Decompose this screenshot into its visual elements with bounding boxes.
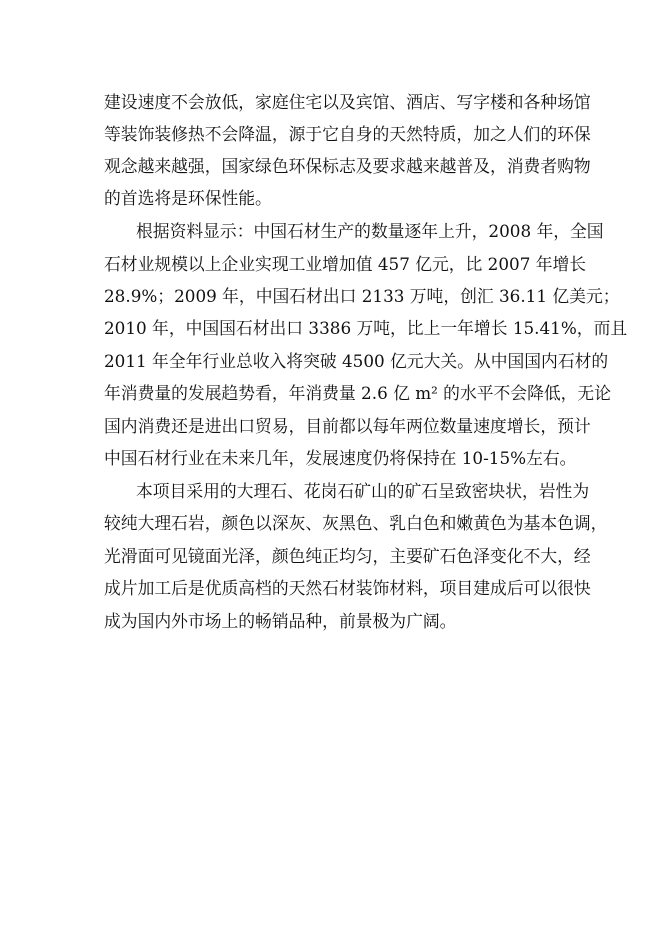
- text-line: 年消费量的发展趋势看，年消费量 2.6 亿 m² 的水平不会降低，无论: [104, 383, 611, 403]
- text-line: 2011 年全年行业总收入将突破 4500 亿元大关。从中国国内石材的: [104, 351, 609, 371]
- text-line: 建设速度不会放低，家庭住宅以及宾馆、酒店、写字楼和各种场馆: [104, 92, 591, 112]
- text-line: 观念越来越强，国家绿色环保标志及要求越来越普及，消费者购物: [104, 156, 591, 176]
- text-line: 2010 年，中国国石材出口 3386 万吨，比上一年增长 15.41%，而且: [104, 318, 628, 338]
- text-line: 等装饰装修热不会降温，源于它自身的天然特质，加之人们的环保: [104, 124, 591, 144]
- text-line: 成为国内外市场上的畅销品种，前景极为广阔。: [104, 611, 457, 631]
- text-line: 本项目采用的大理石、花岗石矿山的矿石呈致密块状，岩性为: [136, 481, 590, 501]
- text-line: 国内消费还是进出口贸易，目前都以每年两位数量速度增长，预计: [104, 416, 591, 436]
- text-line: 28.9%；2009 年，中国石材出口 2133 万吨，创汇 36.11 亿美元；: [104, 286, 620, 306]
- text-line: 的首选将是环保性能。: [104, 188, 272, 208]
- text-line: 中国石材行业在未来几年，发展速度仍将保持在 10-15%左右。: [104, 448, 577, 468]
- text-line: 根据资料显示：中国石材生产的数量逐年上升，2008 年，全国: [136, 221, 604, 241]
- text-line: 较纯大理石岩，颜色以深灰、灰黑色、乳白色和嫩黄色为基本色调，: [104, 513, 608, 533]
- text-line: 光滑面可见镜面光泽，颜色纯正均匀，主要矿石色泽变化不大，经: [104, 546, 591, 566]
- text-line: 成片加工后是优质高档的天然石材装饰材料，项目建成后可以很快: [104, 578, 591, 598]
- text-line: 石材业规模以上企业实现工业增加值 457 亿元，比 2007 年增长: [104, 254, 587, 274]
